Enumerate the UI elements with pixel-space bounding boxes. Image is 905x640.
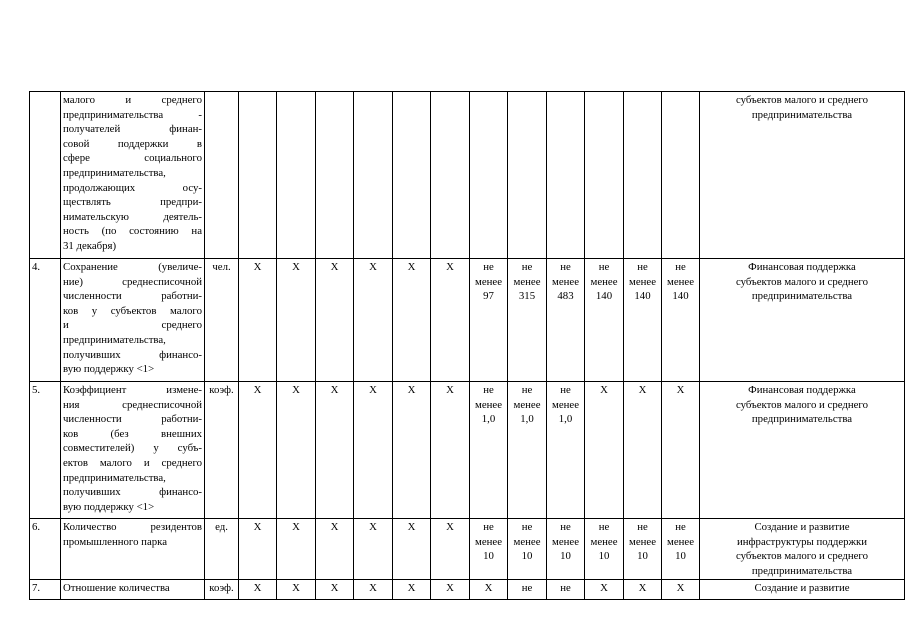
value-cell: не bbox=[508, 580, 547, 600]
indicator-name bbox=[61, 382, 205, 519]
value-cell: X bbox=[431, 519, 470, 580]
indicator-name-line: промышленного парка bbox=[63, 535, 168, 548]
indicator-name-line: ков (без внешних bbox=[63, 427, 202, 440]
value-cell: X bbox=[470, 580, 508, 600]
value-cell: не менее 1,0 bbox=[547, 382, 585, 519]
action-line: субъектов малого и среднего bbox=[735, 550, 868, 563]
value-cell bbox=[470, 92, 508, 259]
value-cell: X bbox=[354, 580, 393, 600]
value-cell: X bbox=[277, 580, 316, 600]
indicators-table bbox=[29, 91, 905, 600]
value-cell bbox=[624, 92, 662, 259]
action-cell bbox=[700, 580, 905, 600]
value-cell: X bbox=[239, 519, 277, 580]
indicator-name-line: получивших финансо- bbox=[63, 348, 202, 361]
indicator-name-line: совой поддержки в bbox=[63, 137, 202, 150]
value-cell: не менее 10 bbox=[662, 519, 700, 580]
value-cell bbox=[547, 92, 585, 259]
value-cell: X bbox=[354, 259, 393, 382]
value-cell bbox=[662, 92, 700, 259]
indicator-name-line: 31 декабря) bbox=[63, 239, 117, 252]
value-cell bbox=[508, 92, 547, 259]
indicator-name bbox=[61, 519, 205, 580]
indicator-name-line: ектов малого и среднего bbox=[63, 456, 202, 469]
indicator-name bbox=[61, 259, 205, 382]
value-cell: X bbox=[585, 382, 624, 519]
value-cell: X bbox=[662, 580, 700, 600]
value-cell: не менее 10 bbox=[585, 519, 624, 580]
value-cell bbox=[393, 92, 431, 259]
value-cell: X bbox=[239, 580, 277, 600]
indicator-name-line: численности работни- bbox=[63, 290, 202, 303]
value-cell: не менее 10 bbox=[470, 519, 508, 580]
indicator-name-line: сфере социального bbox=[63, 152, 202, 165]
indicator-name-line: предпринимательства, bbox=[63, 166, 166, 179]
indicator-name-line: получателей финан- bbox=[63, 123, 202, 136]
value-cell: X bbox=[431, 580, 470, 600]
table-row bbox=[30, 259, 905, 382]
action-cell bbox=[700, 382, 905, 519]
value-cell: X bbox=[354, 519, 393, 580]
value-cell: X bbox=[431, 382, 470, 519]
value-cell: X bbox=[316, 519, 354, 580]
table-row bbox=[30, 580, 905, 600]
value-cell: X bbox=[662, 382, 700, 519]
indicator-name-line: ков у субъектов малого bbox=[63, 304, 202, 317]
value-cell: X bbox=[316, 580, 354, 600]
action-cell bbox=[700, 519, 905, 580]
value-cell: не менее 140 bbox=[624, 259, 662, 382]
value-cell: X bbox=[277, 382, 316, 519]
value-cell: X bbox=[393, 382, 431, 519]
action-line: предпринимательства bbox=[751, 290, 853, 303]
value-cell bbox=[316, 92, 354, 259]
indicator-name-line: Коэффициент измене- bbox=[63, 384, 202, 396]
value-cell: не менее 1,0 bbox=[508, 382, 547, 519]
value-cell: не менее 140 bbox=[662, 259, 700, 382]
indicator-name-line: предпринимательства, bbox=[63, 471, 166, 484]
indicator-name-line: вую поддержку <1> bbox=[63, 500, 155, 513]
value-cell bbox=[354, 92, 393, 259]
value-cell: не bbox=[547, 580, 585, 600]
action-line: субъектов малого и среднего bbox=[735, 94, 868, 106]
value-cell: не менее 10 bbox=[624, 519, 662, 580]
row-number: 6. bbox=[30, 519, 61, 580]
value-cell bbox=[277, 92, 316, 259]
indicator-name-line: получивших финансо- bbox=[63, 486, 202, 499]
indicator-name bbox=[61, 580, 205, 600]
value-cell: X bbox=[624, 382, 662, 519]
indicator-name-line: нимательскую деятель- bbox=[63, 210, 202, 223]
value-cell: X bbox=[239, 259, 277, 382]
indicator-name-line: предпринимательства, bbox=[63, 333, 166, 346]
action-line: инфраструктуры поддержки bbox=[737, 535, 867, 548]
value-cell: не менее 10 bbox=[547, 519, 585, 580]
indicator-name-line: численности работни- bbox=[63, 413, 202, 426]
action-cell bbox=[700, 92, 905, 259]
action-line: Финансовая поддержка bbox=[748, 384, 856, 396]
value-cell: не менее 97 bbox=[470, 259, 508, 382]
indicator-name-line: предпринимательства - bbox=[63, 108, 202, 121]
indicator-name-line: ществлять предпри- bbox=[63, 196, 202, 209]
value-cell: X bbox=[624, 580, 662, 600]
value-cell: не менее 483 bbox=[547, 259, 585, 382]
indicator-name-line: малого и среднего bbox=[63, 94, 202, 106]
value-cell: не менее 315 bbox=[508, 259, 547, 382]
action-line: Финансовая поддержка bbox=[748, 261, 856, 273]
indicator-name-line: вую поддержку <1> bbox=[63, 363, 155, 376]
value-cell: X bbox=[316, 259, 354, 382]
value-cell: не менее 1,0 bbox=[470, 382, 508, 519]
unit-cell: коэф. bbox=[205, 382, 239, 519]
action-line: предпринимательства bbox=[751, 564, 853, 577]
indicator-name-line: ние) среднесписочной bbox=[63, 275, 202, 288]
indicator-name-line: Количество резидентов bbox=[63, 521, 202, 533]
action-line: Создание и развитие bbox=[754, 582, 850, 594]
action-line: предпринимательства bbox=[751, 108, 853, 121]
indicator-name-line: Сохранение (увеличе- bbox=[63, 261, 202, 273]
action-line: субъектов малого и среднего bbox=[735, 398, 868, 411]
row-number: 5. bbox=[30, 382, 61, 519]
table-row bbox=[30, 382, 905, 519]
indicator-name-line: продолжающих осу- bbox=[63, 181, 202, 194]
indicator-name-line: Отношение количества bbox=[63, 582, 170, 594]
indicator-name-line: ния среднесписочной bbox=[63, 398, 202, 411]
action-line: субъектов малого и среднего bbox=[735, 275, 868, 288]
action-line: предпринимательства bbox=[751, 413, 853, 426]
indicator-name-line: ность (по состоянию на bbox=[63, 225, 202, 238]
action-line: Создание и развитие bbox=[754, 521, 850, 533]
row-number: 4. bbox=[30, 259, 61, 382]
unit-cell: ед. bbox=[205, 519, 239, 580]
unit-cell bbox=[205, 92, 239, 259]
value-cell: X bbox=[431, 259, 470, 382]
value-cell: X bbox=[393, 259, 431, 382]
action-cell bbox=[700, 259, 905, 382]
value-cell: X bbox=[585, 580, 624, 600]
value-cell bbox=[239, 92, 277, 259]
value-cell: X bbox=[393, 580, 431, 600]
value-cell bbox=[585, 92, 624, 259]
indicator-name-line: совместителей) у субъ- bbox=[63, 442, 202, 455]
indicator-name bbox=[61, 92, 205, 259]
unit-cell: чел. bbox=[205, 259, 239, 382]
value-cell bbox=[431, 92, 470, 259]
row-number bbox=[30, 92, 61, 259]
value-cell: X bbox=[393, 519, 431, 580]
value-cell: X bbox=[239, 382, 277, 519]
value-cell: X bbox=[277, 259, 316, 382]
table-row bbox=[30, 519, 905, 580]
value-cell: не менее 10 bbox=[508, 519, 547, 580]
unit-cell: коэф. bbox=[205, 580, 239, 600]
indicator-name-line: и среднего bbox=[63, 319, 202, 332]
value-cell: X bbox=[354, 382, 393, 519]
value-cell: X bbox=[316, 382, 354, 519]
value-cell: X bbox=[277, 519, 316, 580]
table-row bbox=[30, 92, 905, 259]
row-number: 7. bbox=[30, 580, 61, 600]
value-cell: не менее 140 bbox=[585, 259, 624, 382]
